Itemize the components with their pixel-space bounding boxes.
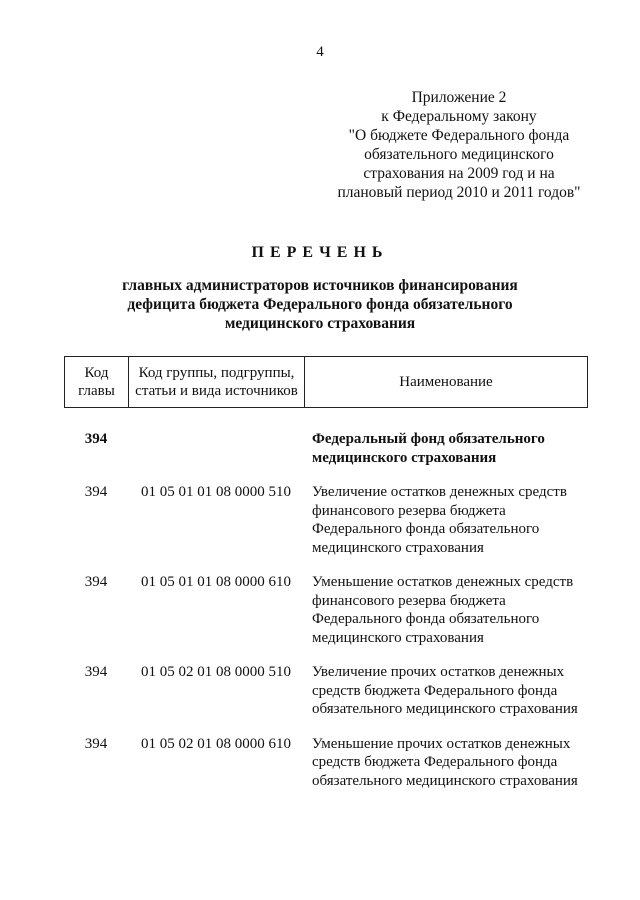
appendix-line: к Федеральному закону: [381, 108, 537, 125]
row-code: 394: [84, 431, 108, 447]
table-row: [64, 483, 594, 557]
row-name: Увеличение остатков денежных средств финансового резерва бюджета Федерального фонда обязательного медицинского страхования: [312, 484, 567, 556]
table-row: [64, 573, 594, 647]
table-row: [64, 663, 594, 719]
document-title: ПЕРЕЧЕНЬ: [251, 244, 389, 261]
appendix-line: Приложение 2: [411, 89, 507, 106]
appendix-line: "О бюджете Федерального фонда: [348, 127, 570, 144]
row-code: 394: [84, 664, 108, 680]
document-subtitle: [0, 276, 640, 333]
table-row: [64, 430, 594, 467]
row-group: 01 05 01 01 08 0000 610: [141, 574, 291, 590]
row-name: Федеральный фонд обязательного медицинского страхования: [312, 431, 545, 466]
appendix-reference: [300, 88, 618, 202]
table-header: [64, 356, 588, 408]
header-name: Наименование: [399, 374, 493, 390]
table-body: [64, 430, 594, 806]
row-code: 394: [84, 735, 108, 752]
row-group: [128, 430, 304, 467]
subtitle-line: дефицита бюджета Федерального фонда обязательного: [127, 296, 513, 313]
row-group: 01 05 02 01 08 0000 510: [141, 664, 291, 680]
row-group: 01 05 02 01 08 0000 610: [141, 735, 291, 752]
appendix-line: обязательного медицинского: [364, 146, 554, 163]
subtitle-line: медицинского страхования: [224, 315, 416, 332]
appendix-line: плановый период 2010 и 2011 годов": [337, 184, 581, 201]
appendix-line: страхования на 2009 год и на: [363, 165, 555, 182]
row-group: 01 05 01 01 08 0000 510: [141, 484, 291, 500]
row-name: Увеличение прочих остатков денежных средств бюджета Федерального фонда обязательного медицинского страхования: [312, 664, 578, 717]
table-row: [64, 735, 594, 791]
header-code: Код главы: [65, 357, 129, 407]
row-name: Уменьшение прочих остатков денежных средств бюджета Федерального фонда обязательного медицинского страхования: [312, 735, 578, 789]
subtitle-line: главных администраторов источников финансирования: [122, 277, 518, 294]
page-number: 4: [316, 44, 324, 60]
row-name: Уменьшение остатков денежных средств финансового резерва бюджета Федерального фонда обязательного медицинского страхования: [312, 574, 574, 646]
row-code: 394: [84, 574, 108, 590]
row-code: 394: [84, 484, 108, 500]
header-group: Код группы, подгруппы, статьи и вида источников: [129, 357, 305, 407]
